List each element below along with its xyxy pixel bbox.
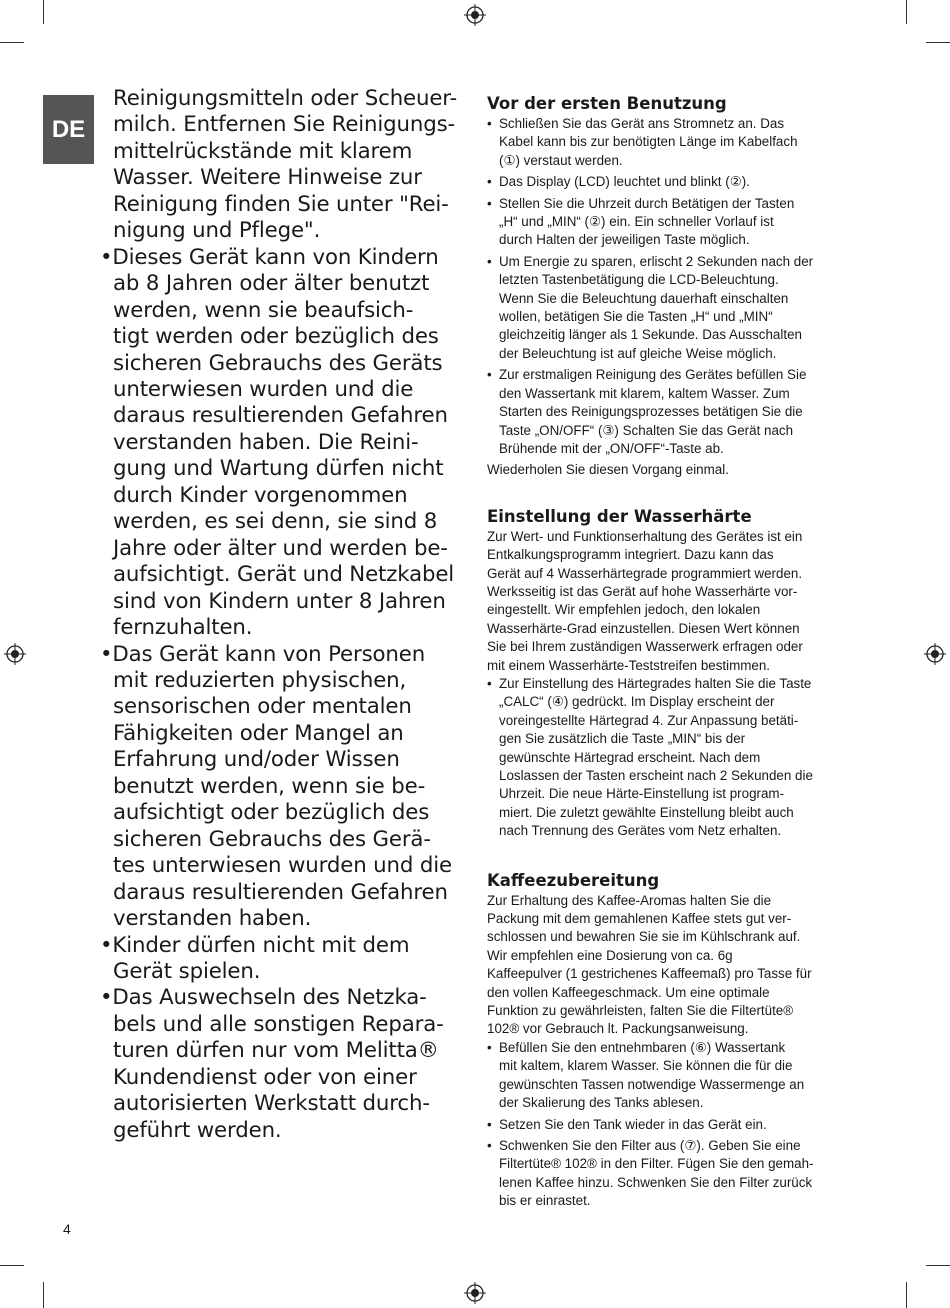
- paragraph-line: Packung mit dem gemahlenen Kaffee stets gut ver-: [487, 911, 792, 927]
- body-line: mit reduzierten physischen,: [113, 667, 407, 693]
- bullet-line: Wenn Sie die Beleuchtung dauerhaft einschalten: [499, 290, 789, 306]
- paragraph-line: mit einem Wasserhärte-Teststreifen bestimmen.: [487, 657, 771, 673]
- body-line: Reinigung finden Sie unter "Rei-: [113, 191, 449, 217]
- body-line: Erfahrung und/oder Wissen: [113, 747, 400, 773]
- crop-mark: [926, 1265, 950, 1266]
- bullet-line: letzten Tastenbetätigung die LCD-Beleuchtung.: [499, 272, 779, 288]
- bullet-icon: •: [487, 116, 492, 131]
- bullet-icon: •: [487, 174, 492, 190]
- paragraph-line: Werksseitig ist das Gerät auf hohe Wasserhärte vor-: [487, 583, 798, 599]
- bullet-icon: •: [487, 253, 492, 269]
- registration-mark-icon: [4, 643, 26, 665]
- section-heading: Einstellung der Wasserhärte: [487, 506, 752, 526]
- bullet-line: Filtertüte® 102® in den Filter. Fügen Sie den gemah-: [499, 1156, 814, 1172]
- bullet-item: [487, 675, 852, 841]
- crop-mark: [43, 0, 44, 24]
- body-line: Kundendienst oder von einer: [113, 1064, 417, 1090]
- bullet-item: [487, 1039, 852, 1113]
- bullet-line: Taste „ON/OFF“ (③) Schalten Sie das Gerät nach: [499, 422, 794, 438]
- body-line: •Kinder dürfen nicht mit dem: [100, 932, 410, 958]
- bullet-line: Stellen Sie die Uhrzeit durch Betätigen der Tasten: [499, 195, 795, 211]
- registration-mark-icon: [924, 643, 946, 665]
- crop-mark: [0, 1265, 24, 1266]
- bullet-line: Schwenken Sie den Filter aus (⑦). Geben Sie eine: [499, 1137, 801, 1153]
- bullet-item: [487, 1116, 852, 1134]
- body-line: gung und Wartung dürfen nicht: [113, 456, 444, 482]
- body-line: sensorischen oder mentalen: [113, 694, 412, 720]
- body-line: •Das Gerät kann von Personen: [100, 641, 426, 667]
- bullet-line: Loslassen der Tasten erscheint nach 2 Sekunden die: [499, 768, 813, 783]
- section: [487, 93, 852, 480]
- bullet-line: „CALC“ (④) gedrückt. Im Display erscheint der: [499, 694, 775, 710]
- body-line: Wasser. Weitere Hinweise zur: [113, 165, 422, 191]
- paragraph-line: 102® vor Gebrauch lt. Packungsanweisung.: [487, 1021, 749, 1037]
- paragraph-line: Wasserhärte-Grad einzustellen. Diesen Wert können: [487, 620, 800, 636]
- bullet-line: Kabel kann bis zur benötigten Länge im Kabelfach: [499, 134, 798, 150]
- body-line: daraus resultierenden Gefahren: [113, 879, 448, 905]
- body-line: nigung und Pflege".: [113, 218, 321, 244]
- bullet-item: [487, 366, 852, 458]
- language-badge: DE: [43, 95, 94, 164]
- body-line: •Das Auswechseln des Netzka-: [100, 985, 427, 1011]
- section-heading: Kaffeezubereitung: [487, 870, 660, 890]
- bullet-item: [487, 1137, 852, 1211]
- crop-mark: [43, 1282, 44, 1308]
- bullet-item: [487, 115, 852, 170]
- body-line: Reinigungsmitteln oder Scheuer-: [113, 86, 458, 111]
- body-line: unterwiesen wurden und die: [113, 376, 414, 402]
- bullet-icon: •: [487, 675, 492, 691]
- bullet-line: durch Halten der jeweiligen Taste möglich.: [499, 232, 750, 248]
- bullet-line: Brühende mit der „ON/OFF“-Taste ab.: [499, 440, 724, 456]
- paragraph-line: den vollen Kaffeegeschmack. Um eine optimale: [487, 984, 770, 1000]
- paragraph-line: Wiederholen Sie diesen Vorgang einmal.: [487, 462, 729, 478]
- paragraph-line: Gerät auf 4 Wasserhärtegrade programmiert werden.: [487, 565, 803, 581]
- body-line: tigt werden oder bezüglich des: [113, 324, 439, 350]
- bullet-line: voreingestellte Härtegrad 4. Zur Anpassung betäti-: [499, 712, 799, 728]
- paragraph-line: Wir empfehlen eine Dosierung von ca. 6g: [487, 947, 733, 963]
- crop-mark: [906, 0, 907, 24]
- bullet-line: Befüllen Sie den entnehmbaren (⑥) Wassertank: [499, 1039, 786, 1055]
- bullet-line: wollen, betätigen Sie die Tasten „H“ und „MIN“: [499, 309, 773, 325]
- bullet-line: Um Energie zu sparen, erlischt 2 Sekunden nach der: [499, 253, 814, 269]
- page-number: 4: [63, 1221, 71, 1237]
- body-line: geführt werden.: [113, 1117, 282, 1143]
- paragraph-line: schlossen und bewahren Sie sie im Kühlschrank auf.: [487, 929, 801, 945]
- bullet-icon: •: [487, 1116, 492, 1132]
- body-line: autorisierten Werkstatt durch-: [113, 1091, 430, 1117]
- paragraph-line: eingestellt. Wir empfehlen jedoch, den lokalen: [487, 602, 761, 618]
- body-line: Gerät spielen.: [113, 958, 261, 984]
- bullet-line: Setzen Sie den Tank wieder in das Gerät ein.: [499, 1116, 767, 1132]
- paragraph-line: Funktion zu gewährleisten, falten Sie die Filtertüte®: [487, 1003, 794, 1019]
- crop-mark: [0, 42, 24, 43]
- bullet-line: Uhrzeit. Die neue Härte-Einstellung ist program-: [499, 786, 785, 802]
- body-line: aufsichtigt. Gerät und Netzkabel: [113, 562, 455, 588]
- crop-mark: [926, 42, 950, 43]
- bullet-item: [487, 195, 852, 250]
- body-line: ab 8 Jahren oder älter benutzt: [113, 271, 430, 297]
- body-line: tes unterwiesen wurden und die: [113, 853, 452, 879]
- bullet-icon: •: [487, 195, 492, 211]
- bullet-line: Das Display (LCD) leuchtet und blinkt (②).: [499, 174, 750, 190]
- bullet-icon: •: [487, 1137, 492, 1153]
- bullet-line: Schließen Sie das Gerät ans Stromnetz an. Das: [499, 116, 785, 131]
- safety-notes-column: [100, 86, 468, 1144]
- body-line: mittelrückstände mit klarem: [113, 138, 413, 164]
- body-line: durch Kinder vorgenommen: [113, 482, 408, 508]
- paragraph-line: Sie bei Ihrem zuständigen Wasserwerk erfragen oder: [487, 639, 803, 655]
- body-line: Jahre oder älter und werden be-: [113, 535, 448, 561]
- section-heading: Vor der ersten Benutzung: [487, 94, 727, 113]
- body-line: werden, es sei denn, sie sind 8: [113, 509, 438, 535]
- body-line: •Dieses Gerät kann von Kindern: [100, 244, 439, 270]
- paragraph-line: Entkalkungsprogramm integriert. Dazu kann das: [487, 547, 774, 563]
- section: [487, 506, 852, 844]
- body-line: verstanden haben.: [113, 906, 312, 932]
- body-line: daraus resultierenden Gefahren: [113, 403, 448, 429]
- bullet-line: der Beleuchtung ist auf gleiche Weise möglich.: [499, 345, 777, 361]
- body-line: milch. Entfernen Sie Reinigungs-: [113, 112, 456, 138]
- bullet-line: der Skalierung des Tanks ablesen.: [499, 1095, 704, 1111]
- body-line: turen dürfen nur vom Melitta®: [113, 1038, 439, 1064]
- paragraph-line: Zur Erhaltung des Kaffee-Aromas halten Sie die: [487, 892, 772, 908]
- bullet-line: bis er einrastet.: [499, 1193, 591, 1209]
- bullet-line: mit kaltem, klarem Wasser. Sie können die für die: [499, 1058, 793, 1074]
- bullet-line: gen Sie zusätzlich die Taste „MIN“ bis der: [499, 731, 746, 747]
- body-line: benutzt werden, wenn sie be-: [113, 773, 426, 799]
- bullet-line: gleichzeitig länger als 1 Sekunde. Das Ausschalten: [499, 327, 802, 343]
- body-line: fernzuhalten.: [113, 615, 253, 641]
- crop-mark: [906, 1282, 907, 1308]
- bullet-line: lenen Kaffee hinzu. Schwenken Sie den Filter zurück: [499, 1174, 813, 1190]
- body-line: Fähigkeiten oder Mangel an: [113, 720, 404, 746]
- bullet-line: miert. Die zuletzt gewählte Einstellung bleibt auch: [499, 804, 794, 820]
- bullet-line: Zur Einstellung des Härtegrades halten Sie die Taste: [499, 675, 812, 691]
- body-line: bels und alle sonstigen Repara-: [113, 1011, 444, 1037]
- body-line: sicheren Gebrauchs des Gerä-: [113, 826, 431, 852]
- registration-mark-icon: [464, 1282, 486, 1304]
- body-line: sind von Kindern unter 8 Jahren: [113, 588, 446, 614]
- bullet-line: nach Trennung des Gerätes vom Netz erhalten.: [499, 823, 782, 839]
- paragraph-line: Zur Wert- und Funktionserhaltung des Gerätes ist ein: [487, 528, 803, 544]
- body-line: sicheren Gebrauchs des Geräts: [113, 350, 443, 376]
- bullet-item: [487, 253, 852, 363]
- body-line: aufsichtigt oder bezüglich des: [113, 800, 430, 826]
- bullet-line: gewünschten Tassen notwendige Wassermenge an: [499, 1076, 805, 1092]
- bullet-line: gewünschte Härtegrad erscheint. Nach dem: [499, 749, 761, 765]
- bullet-line: den Wassertank mit klarem, kaltem Wasser. Zum: [499, 385, 790, 401]
- body-line: verstanden haben. Die Reini-: [113, 429, 419, 455]
- bullet-line: Zur erstmaligen Reinigung des Gerätes befüllen Sie: [499, 367, 807, 383]
- section: [487, 870, 852, 1214]
- body-line: werden, wenn sie beaufsich-: [113, 297, 414, 323]
- paragraph-line: Kaffeepulver (1 gestrichenes Kaffeemaß) pro Tasse für: [487, 966, 812, 982]
- bullet-icon: •: [487, 1039, 492, 1055]
- registration-mark-icon: [464, 4, 486, 26]
- instructions-column: [487, 93, 852, 1214]
- bullet-line: (①) verstaut werden.: [499, 152, 623, 168]
- bullet-line: „H“ und „MIN“ (②) ein. Ein schneller Vorlauf ist: [499, 214, 774, 230]
- bullet-line: Starten des Reinigungsprozesses betätigen Sie die: [499, 404, 803, 420]
- bullet-item: [487, 173, 852, 191]
- bullet-icon: •: [487, 367, 492, 383]
